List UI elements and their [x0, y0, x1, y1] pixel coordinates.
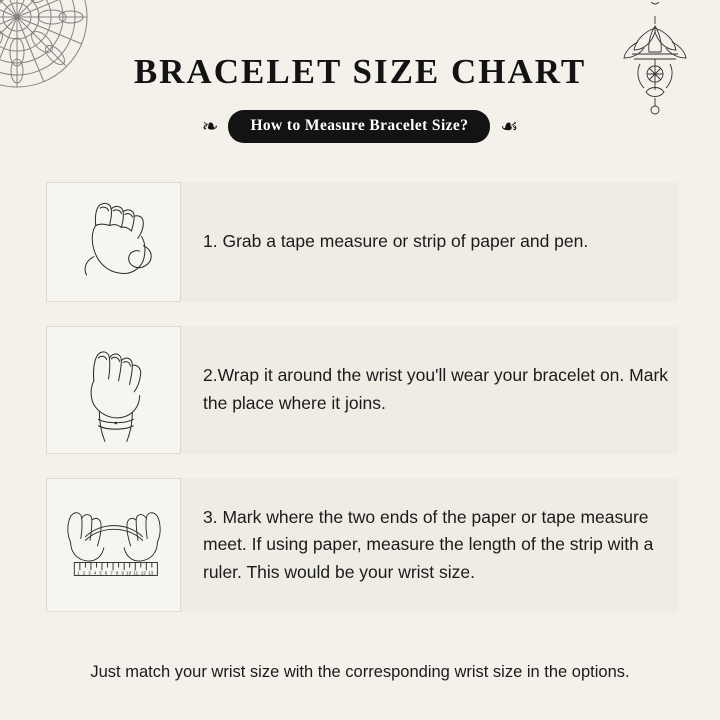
- page-title: BRACELET SIZE CHART: [133, 52, 587, 91]
- svg-text:3: 3: [87, 570, 91, 576]
- svg-text:9: 9: [120, 570, 124, 576]
- list-item: [0, 478, 720, 612]
- step-1-text: 1. Grab a tape measure or strip of paper and pen.: [203, 231, 589, 252]
- svg-text:4: 4: [93, 570, 96, 576]
- svg-text:6: 6: [104, 570, 107, 576]
- svg-text:10: 10: [125, 570, 131, 576]
- subtitle-pill: How to Measure Bracelet Size?: [228, 110, 490, 143]
- svg-text:11: 11: [132, 570, 138, 576]
- svg-text:13: 13: [147, 570, 153, 576]
- step-2-illustration: [46, 326, 181, 454]
- step-3-illustration: [46, 478, 181, 612]
- svg-text:8: 8: [115, 570, 118, 576]
- footer-note: Just match your wrist size with the corresponding wrist size in the options.: [90, 663, 630, 681]
- step-2-text: 2.Wrap it around the wrist you'll wear your bracelet on. Mark the place where it joins.: [203, 365, 669, 413]
- list-item: [0, 182, 720, 302]
- right-flourish-icon: ☙: [500, 115, 519, 138]
- list-item: [0, 326, 720, 454]
- svg-text:12: 12: [140, 570, 146, 576]
- subtitle-row: [0, 110, 720, 143]
- steps-list: [0, 182, 720, 636]
- step-1-illustration: [46, 182, 181, 302]
- svg-text:7: 7: [109, 570, 113, 576]
- step-3-text: 3. Mark where the two ends of the paper or tape measure meet. If using paper, measure the length of the strip with a ruler. This would be your wrist size.: [203, 506, 654, 582]
- svg-text:1: 1: [76, 570, 80, 576]
- svg-text:2: 2: [82, 570, 85, 576]
- svg-text:5: 5: [98, 570, 102, 576]
- left-flourish-icon: ❧: [201, 115, 219, 138]
